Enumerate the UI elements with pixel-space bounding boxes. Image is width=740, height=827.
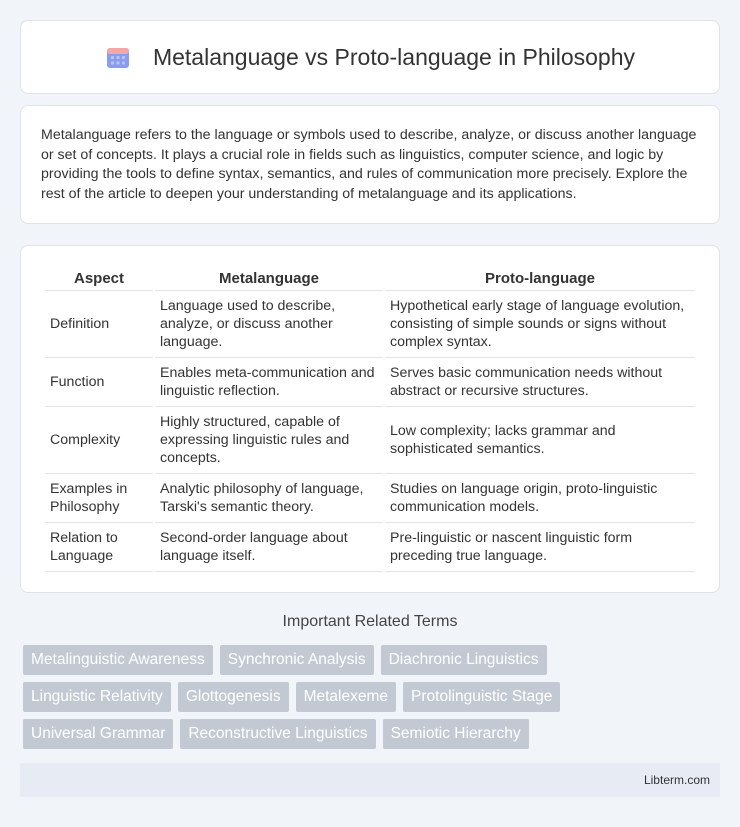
tag-protolinguistic-stage[interactable]: Protolinguistic Stage bbox=[403, 682, 560, 712]
tag-row bbox=[23, 719, 723, 749]
tag-row bbox=[23, 682, 723, 712]
cell-aspect: Complexity bbox=[45, 407, 153, 474]
cell-aspect: Definition bbox=[45, 291, 153, 358]
tag-row bbox=[23, 645, 723, 675]
tag-universal-grammar[interactable]: Universal Grammar bbox=[23, 719, 173, 749]
cell-aspect: Examples in Philosophy bbox=[45, 474, 153, 523]
tag-diachronic-linguistics[interactable]: Diachronic Linguistics bbox=[381, 645, 547, 675]
header-proto-language: Proto-language bbox=[385, 266, 695, 291]
cell-proto-language: Low complexity; lacks grammar and sophisticated semantics. bbox=[385, 407, 695, 474]
cell-metalanguage: Language used to describe, analyze, or discuss another language. bbox=[155, 291, 383, 358]
calendar-grid-icon bbox=[105, 44, 131, 70]
cell-proto-language: Pre-linguistic or nascent linguistic form preceding true language. bbox=[385, 523, 695, 572]
table-header-row bbox=[45, 266, 695, 291]
cell-metalanguage: Highly structured, capable of expressing linguistic rules and concepts. bbox=[155, 407, 383, 474]
cell-metalanguage: Enables meta-communication and linguistic reflection. bbox=[155, 358, 383, 407]
table-row bbox=[45, 407, 695, 474]
comparison-table-card bbox=[20, 245, 720, 593]
cell-aspect: Function bbox=[45, 358, 153, 407]
cell-metalanguage: Analytic philosophy of language, Tarski's semantic theory. bbox=[155, 474, 383, 523]
table-row bbox=[45, 523, 695, 572]
footer-site-link[interactable]: Libterm.com bbox=[643, 773, 710, 787]
tag-metalinguistic-awareness[interactable]: Metalinguistic Awareness bbox=[23, 645, 213, 675]
header-aspect: Aspect bbox=[45, 266, 153, 291]
tag-linguistic-relativity[interactable]: Linguistic Relativity bbox=[23, 682, 171, 712]
footer bbox=[20, 763, 720, 797]
intro-text: Metalanguage refers to the language or symbols used to describe, analyze, or discuss another language or set of concepts. It plays a crucial role in fields such as linguistics, computer science, and logic by providing the tools to define syntax, semantics, and rules of communication more precisely. Explore the rest of the article to deepen your understanding of metalanguage and its applications. bbox=[41, 127, 697, 202]
related-terms-list bbox=[23, 645, 723, 756]
page-title: Metalanguage vs Proto-language in Philosophy bbox=[152, 43, 636, 70]
comparison-table bbox=[43, 266, 697, 572]
tag-reconstructive-linguistics[interactable]: Reconstructive Linguistics bbox=[180, 719, 375, 749]
tag-synchronic-analysis[interactable]: Synchronic Analysis bbox=[220, 645, 374, 675]
table-row bbox=[45, 291, 695, 358]
cell-proto-language: Hypothetical early stage of language evolution, consisting of simple sounds or signs without complex syntax. bbox=[385, 291, 695, 358]
tag-metalexeme[interactable]: Metalexeme bbox=[296, 682, 396, 712]
cell-aspect: Relation to Language bbox=[45, 523, 153, 572]
related-terms-heading: Important Related Terms bbox=[282, 613, 458, 630]
header-metalanguage: Metalanguage bbox=[155, 266, 383, 291]
cell-metalanguage: Second-order language about language itself. bbox=[155, 523, 383, 572]
table-row bbox=[45, 474, 695, 523]
tag-glottogenesis[interactable]: Glottogenesis bbox=[178, 682, 289, 712]
tag-semiotic-hierarchy[interactable]: Semiotic Hierarchy bbox=[383, 719, 529, 749]
cell-proto-language: Serves basic communication needs without abstract or recursive structures. bbox=[385, 358, 695, 407]
title-wrap bbox=[105, 44, 635, 71]
intro-card bbox=[20, 105, 720, 224]
table-row bbox=[45, 358, 695, 407]
cell-proto-language: Studies on language origin, proto-linguistic communication models. bbox=[385, 474, 695, 523]
title-card bbox=[20, 20, 720, 94]
